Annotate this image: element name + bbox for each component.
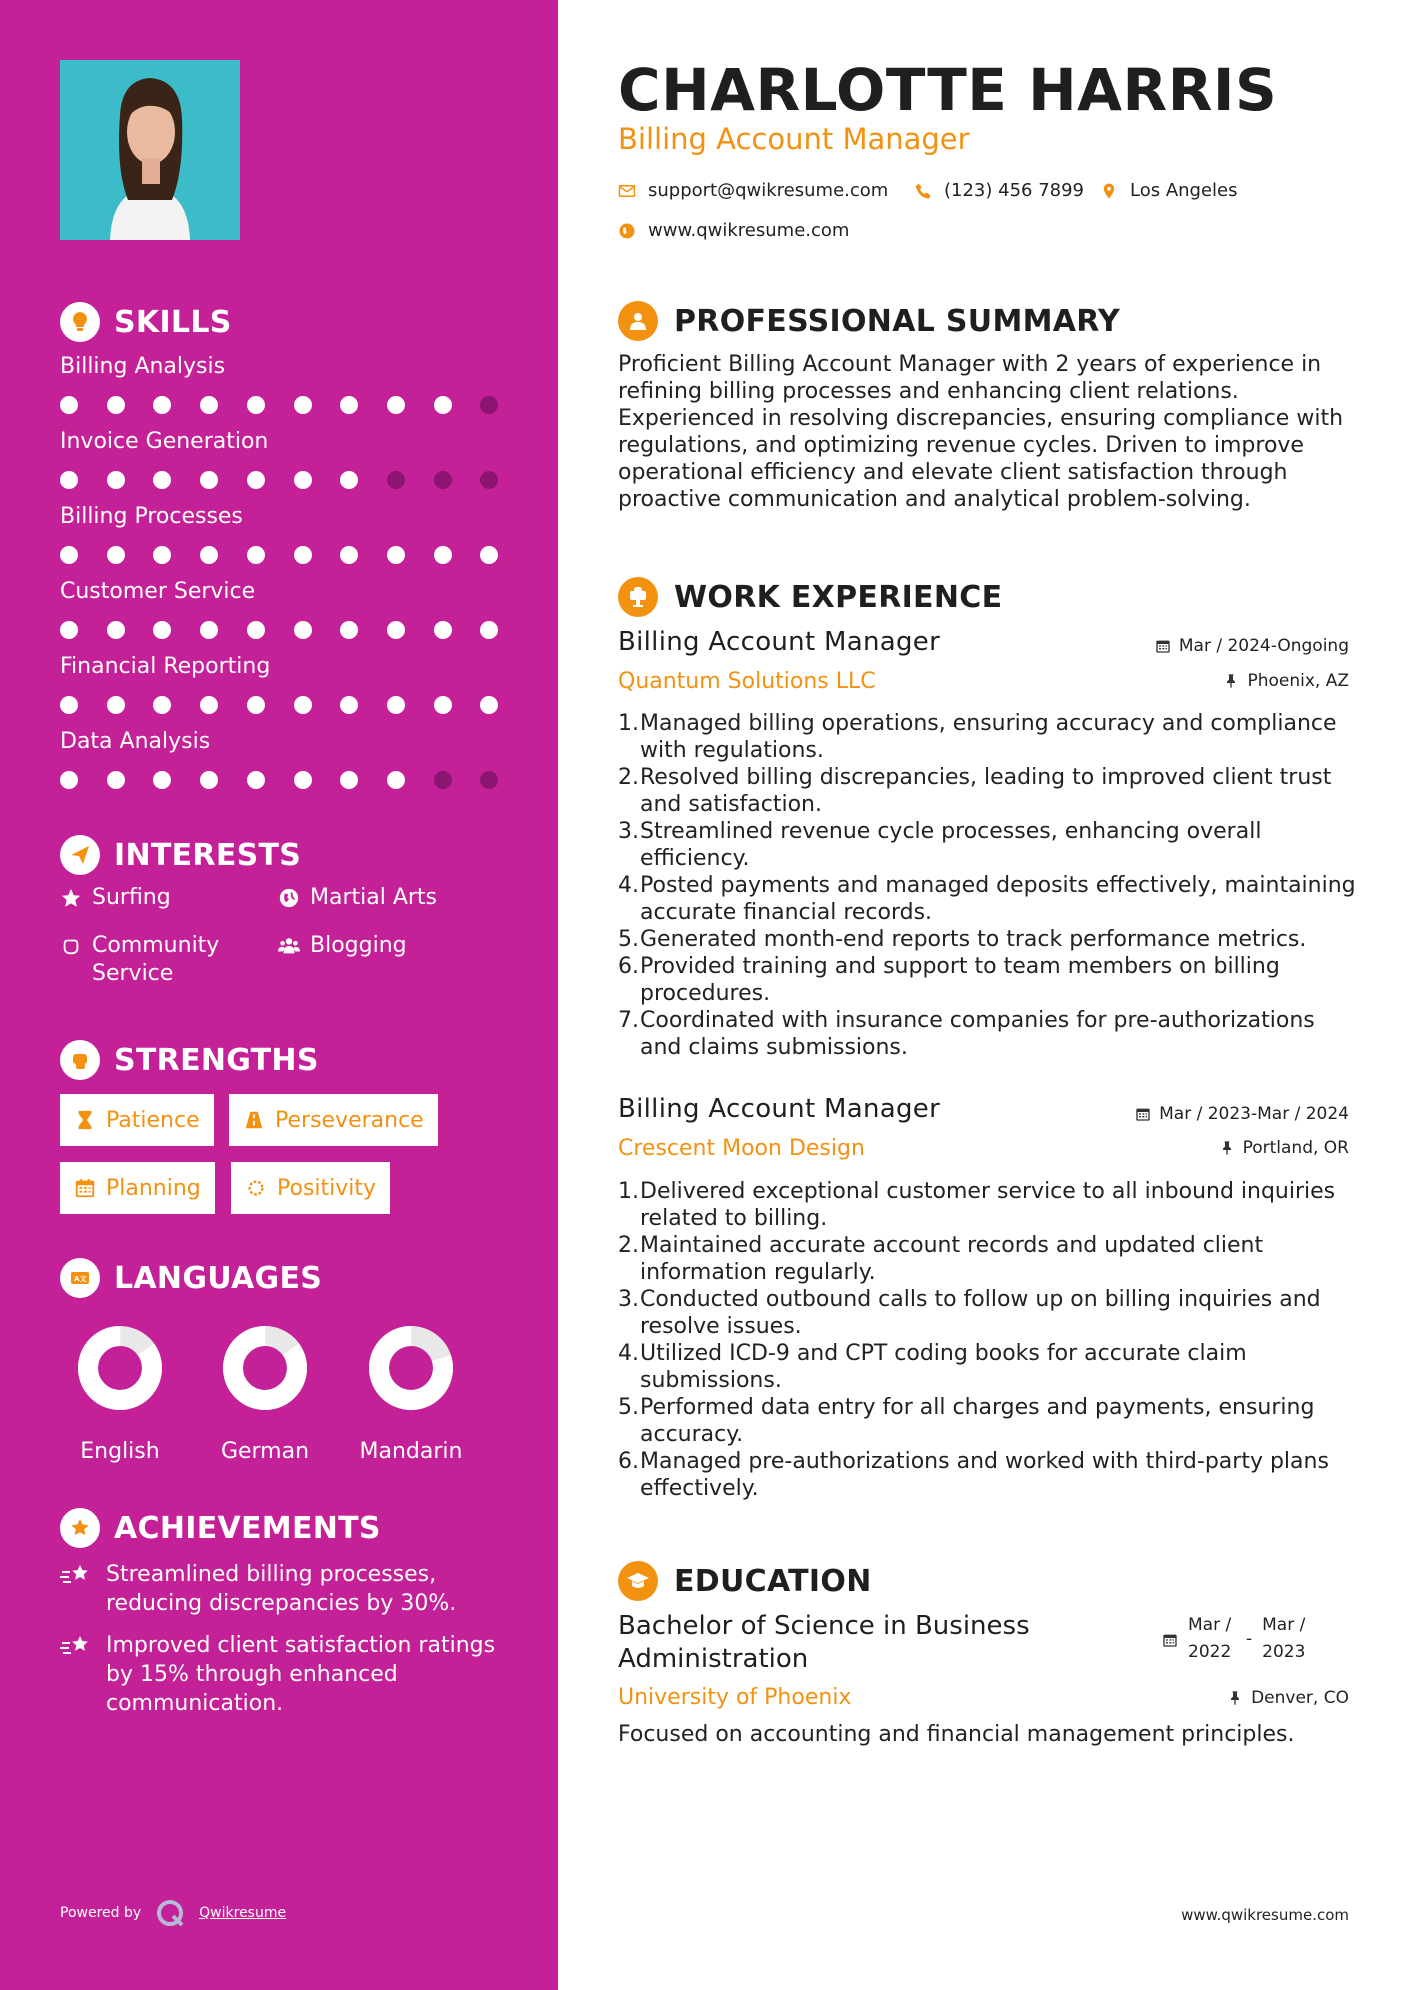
skill-rating-dot [247,621,265,639]
bullet-text: Maintained accurate account records and updated client information regularly. [640,1233,1264,1285]
experience-heading-label: WORK EXPERIENCE [674,579,1003,615]
pushpin-icon [1223,673,1239,689]
shooting-star-icon [60,1633,92,1661]
skill-item [60,652,500,682]
bullet-number: 4. [618,1341,639,1366]
skill-rating-dot [247,396,265,414]
interest-item [60,932,260,988]
strength-badge [60,1162,215,1214]
language-icon [60,1258,100,1298]
bullet-text: Streamlined revenue cycle processes, enhancing overall efficiency. [640,819,1262,871]
strength-badge [60,1094,214,1146]
bullet-number: 2. [618,1233,639,1258]
skill-rating-dot [387,621,405,639]
bullet-text: Coordinated with insurance companies for pre-authorizations and claims submissions. [640,1008,1315,1060]
skill-rating-dot [153,396,171,414]
strength-badge [231,1162,390,1214]
summary-text: Proficient Billing Account Manager with 2 years of experience in refining billing processes and enhancing client relations. Experienced in resolving discrepancies, ensuring compliance with regulations, and optimizing revenue cycles. Driven to improve operational efficiency and elevate client satisfaction through proactive communication and analytical problem-solving. [618,352,1344,512]
skill-rating-dot [107,696,125,714]
education-location-text: Denver, CO [1251,1688,1349,1708]
powered-by-label: Powered by [60,1905,142,1921]
bullet-item [618,1007,1358,1061]
bullet-text: Managed pre-authorizations and worked with third-party plans effectively. [640,1449,1329,1501]
education-location [1227,1688,1349,1708]
hand-icon [60,935,82,957]
bullet-item [618,1232,1358,1286]
sidebar [0,0,558,1990]
bullet-number: 6. [618,1449,639,1474]
bullet-number: 1. [618,711,639,736]
powered-by [60,1898,286,1928]
profile-photo [60,60,240,240]
interests-heading-label: INTERESTS [114,837,302,873]
job-location [1223,671,1349,691]
summary-heading [618,301,1120,341]
job-bullets [618,710,1358,1061]
bullet-number: 5. [618,1395,639,1420]
bullet-item [618,872,1358,926]
skill-rating-dot [480,546,498,564]
achievements-heading [60,1508,381,1548]
qwikresume-logo-icon [155,1898,185,1928]
strength-label: Perseverance [275,1107,424,1133]
job-dates-text: Mar / 2023-Mar / 2024 [1159,1104,1349,1124]
calendar-icon [74,1177,96,1199]
job-bullets [618,1178,1358,1502]
languages-heading [60,1258,322,1298]
skill-name: Billing Analysis [60,354,226,379]
pushpin-icon [1227,1690,1243,1706]
job-location-text: Phoenix, AZ [1247,671,1349,691]
fist-icon [60,1040,100,1080]
language-name: German [220,1439,310,1464]
strengths-heading-label: STRENGTHS [114,1042,319,1078]
skill-rating-dot [153,621,171,639]
skill-rating-dot [294,396,312,414]
email-text[interactable]: support@qwikresume.com [648,180,889,201]
skill-rating-dot [387,546,405,564]
skills-heading-label: SKILLS [114,304,232,340]
bullet-item [618,1340,1358,1394]
footer-url[interactable]: www.qwikresume.com [1181,1906,1349,1924]
skill-rating-dot [480,396,498,414]
job-dates [1155,636,1349,656]
star-icon [60,887,82,909]
skill-rating-dot [153,471,171,489]
bullet-item [618,764,1358,818]
bullet-text: Posted payments and managed deposits effectively, maintaining accurate financial records. [640,873,1356,925]
skill-rating [60,621,500,641]
bullet-number: 5. [618,927,639,952]
skill-rating-dot [434,621,452,639]
skill-rating-dot [340,471,358,489]
achievement-text: Streamlined billing processes, reducing discrepancies by 30%. [106,1562,457,1616]
skill-rating-dot [60,471,78,489]
skill-rating-dot [480,471,498,489]
shooting-star-icon [60,1562,92,1590]
bullet-item [618,710,1358,764]
calendar-icon [1162,1632,1178,1648]
skill-rating-dot [107,471,125,489]
interest-label: Martial Arts [310,885,438,910]
contact-email [618,180,888,201]
location-text: Los Angeles [1130,180,1238,201]
website-text[interactable]: www.qwikresume.com [648,220,850,241]
skill-rating-dot [387,696,405,714]
bullet-number: 3. [618,1287,639,1312]
skill-rating-dot [247,696,265,714]
bullet-text: Conducted outbound calls to follow up on billing inquiries and resolve issues. [640,1287,1321,1339]
interests-heading [60,835,301,875]
briefcase-icon [618,577,658,617]
interest-label: Blogging [310,933,407,958]
job-dates [1135,1104,1349,1124]
bullet-text: Generated month-end reports to track performance metrics. [640,927,1307,952]
phone-icon [914,182,932,200]
lightbulb-icon [60,302,100,342]
degree-title: Bachelor of Science in Business Administration [618,1611,1030,1674]
skill-rating-dot [60,621,78,639]
skill-name: Customer Service [60,579,256,604]
skill-rating-dot [434,546,452,564]
bullet-text: Resolved billing discrepancies, leading to improved client trust and satisfaction. [640,765,1332,817]
calendar-icon [1135,1106,1151,1122]
education-dates [1162,1612,1310,1666]
skill-rating-dot [107,621,125,639]
skill-item [60,502,500,532]
skill-rating-dot [60,696,78,714]
map-pin-icon [1100,182,1118,200]
skills-heading [60,302,232,342]
skill-rating-dot [387,396,405,414]
language-item [205,1323,325,1464]
job-location-text: Portland, OR [1242,1138,1349,1158]
skill-rating-dot [294,621,312,639]
skill-rating-dot [153,696,171,714]
globe-icon [278,887,300,909]
interest-label: Surfing [92,885,171,910]
skill-rating-dot [247,546,265,564]
bullet-text: Performed data entry for all charges and payments, ensuring accuracy. [640,1395,1315,1447]
skill-item [60,727,500,757]
achievement-text: Improved client satisfaction ratings by 15% through enhanced communication. [106,1633,496,1716]
education-start: Mar / 2022 [1188,1615,1232,1662]
candidate-title: Billing Account Manager [618,122,970,156]
strength-label: Positivity [277,1175,377,1201]
road-icon [243,1109,265,1131]
strength-label: Planning [106,1175,201,1201]
svg-text:A文: A文 [74,1275,88,1283]
bullet-text: Delivered exceptional customer service to all inbound inquiries related to billing. [640,1179,1336,1231]
bullet-number: 2. [618,765,639,790]
school-name: University of Phoenix [618,1685,852,1710]
education-end: Mar / 2023 [1262,1615,1306,1662]
language-item [351,1323,471,1464]
skill-rating-dot [340,546,358,564]
bullet-item [618,1394,1358,1448]
skill-rating-dot [153,771,171,789]
envelope-icon [618,182,636,200]
skill-rating-dot [200,546,218,564]
skill-rating-dot [387,471,405,489]
interest-item [60,884,171,912]
language-ring [75,1323,165,1413]
contact-phone [914,180,1084,201]
skill-rating-dot [107,396,125,414]
skill-rating-dot [200,771,218,789]
main-content [558,0,1407,1990]
language-ring [220,1323,310,1413]
skill-rating [60,696,500,716]
skill-rating-dot [480,621,498,639]
language-ring [366,1323,456,1413]
bullet-item [618,1178,1358,1232]
achievements-heading-label: ACHIEVEMENTS [114,1510,381,1546]
skill-rating-dot [107,771,125,789]
skill-rating-dot [200,471,218,489]
skill-name: Invoice Generation [60,429,269,454]
users-icon [278,935,300,957]
qwikresume-link[interactable]: Qwikresume [199,1905,287,1921]
bullet-item [618,1448,1358,1502]
skill-rating-dot [340,771,358,789]
bullet-number: 1. [618,1179,639,1204]
skill-rating-dot [60,771,78,789]
calendar-icon [1155,638,1171,654]
interest-item [278,932,407,960]
bullet-item [618,818,1358,872]
strength-label: Patience [106,1107,200,1133]
skill-rating-dot [200,396,218,414]
interest-item [278,884,437,912]
skill-rating-dot [480,696,498,714]
strength-badge [229,1094,438,1146]
bullet-number: 3. [618,819,639,844]
skill-rating-dot [294,771,312,789]
bullet-text: Utilized ICD-9 and CPT coding books for accurate claim submissions. [640,1341,1247,1393]
skill-rating-dot [294,546,312,564]
achievement-item [60,1560,500,1618]
languages-heading-label: LANGUAGES [114,1260,323,1296]
skill-rating-dot [294,696,312,714]
globe-icon [618,222,636,240]
skill-rating-dot [247,771,265,789]
language-item [60,1323,180,1464]
skill-rating-dot [200,621,218,639]
skill-rating-dot [60,546,78,564]
candidate-name: CHARLOTTE HARRIS [618,56,1278,124]
skill-rating-dot [60,396,78,414]
skill-rating-dot [247,471,265,489]
job-company: Quantum Solutions LLC [618,669,876,694]
skill-rating-dot [434,471,452,489]
graduation-cap-icon [618,1561,658,1601]
skill-rating-dot [387,771,405,789]
skill-rating-dot [200,696,218,714]
skill-rating-dot [340,621,358,639]
language-name: Mandarin [359,1439,463,1464]
bullet-text: Managed billing operations, ensuring accuracy and compliance with regulations. [640,711,1337,763]
strengths-heading [60,1040,319,1080]
job-company: Crescent Moon Design [618,1136,865,1161]
language-name: English [80,1439,160,1464]
skill-rating [60,396,500,416]
education-heading-label: EDUCATION [674,1563,872,1599]
skill-rating [60,471,500,491]
job-title: Billing Account Manager [618,1094,941,1124]
skill-rating-dot [107,546,125,564]
bullet-number: 7. [618,1008,639,1033]
skill-rating-dot [294,471,312,489]
bullet-item [618,1286,1358,1340]
bullet-item [618,926,1358,953]
hourglass-icon [74,1109,96,1131]
skill-rating [60,546,500,566]
skill-name: Financial Reporting [60,654,271,679]
bullet-item [618,953,1358,1007]
pushpin-icon [1219,1140,1235,1156]
skill-rating-dot [153,546,171,564]
contact-website [618,220,849,241]
summary-heading-label: PROFESSIONAL SUMMARY [674,303,1121,339]
skill-rating-dot [340,696,358,714]
contact-location [1100,180,1238,201]
phone-text[interactable]: (123) 456 7899 [944,180,1085,201]
achievement-item [60,1631,500,1718]
skill-rating-dot [434,771,452,789]
skill-item [60,577,500,607]
skill-rating-dot [340,396,358,414]
interest-label: Community Service [92,933,220,986]
skill-name: Billing Processes [60,504,243,529]
bullet-number: 6. [618,954,639,979]
bullet-number: 4. [618,873,639,898]
skill-item [60,352,500,382]
trophy-icon [60,1508,100,1548]
job-location [1219,1138,1349,1158]
date-separator: - [1246,1629,1253,1649]
user-icon [618,301,658,341]
education-heading [618,1561,872,1601]
paper-plane-icon [60,835,100,875]
sun-icon [245,1177,267,1199]
skill-rating-dot [434,396,452,414]
education-description: Focused on accounting and financial management principles. [618,1722,1295,1747]
skill-rating-dot [434,696,452,714]
job-dates-text: Mar / 2024-Ongoing [1178,636,1349,656]
skill-name: Data Analysis [60,729,211,754]
skill-item [60,427,500,457]
skill-rating [60,771,500,791]
experience-heading [618,577,1002,617]
bullet-text: Provided training and support to team members on billing procedures. [640,954,1280,1006]
job-title: Billing Account Manager [618,627,941,657]
skill-rating-dot [480,771,498,789]
